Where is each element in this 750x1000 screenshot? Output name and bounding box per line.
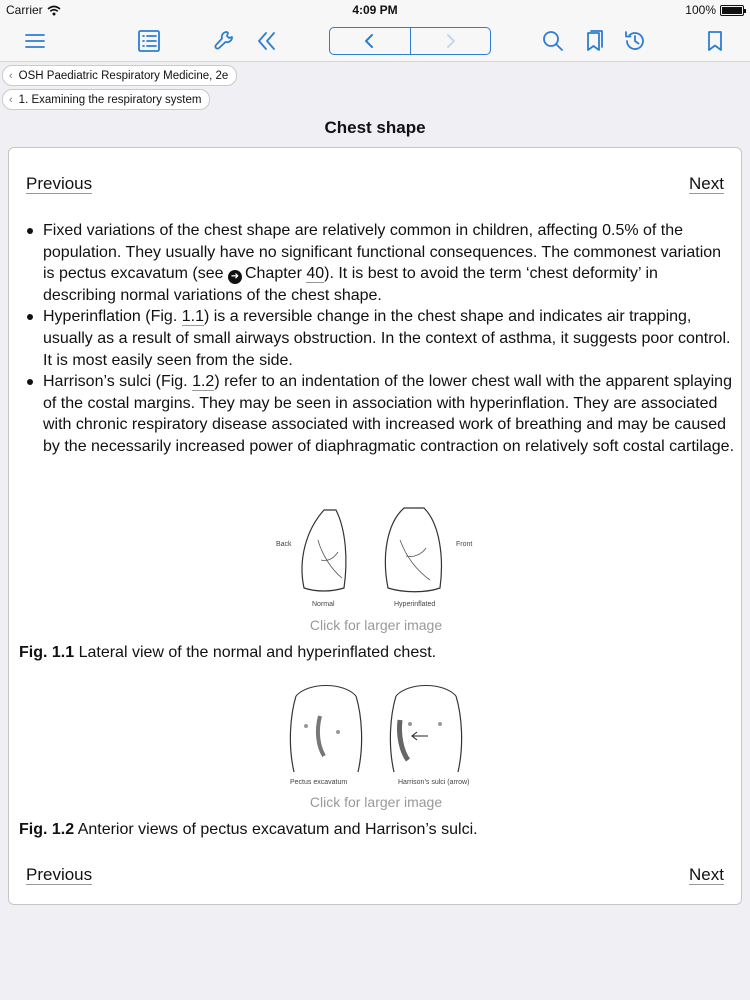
menu-button[interactable] <box>20 27 50 55</box>
next-link-top[interactable]: Next <box>689 174 724 193</box>
breadcrumb-chapter-label: 1. Examining the respiratory system <box>18 93 202 106</box>
fig-1-1-label-hyper: Hyperinflated <box>394 601 436 608</box>
content-card <box>8 147 742 905</box>
breadcrumb-book-label: OSH Paediatric Respiratory Medicine, 2e <box>18 69 229 82</box>
list-icon <box>136 28 162 54</box>
contents-button[interactable] <box>134 27 164 55</box>
page-navigation-segment <box>329 27 491 55</box>
fig-1-2-link[interactable]: 1.2 <box>192 373 215 391</box>
search-button[interactable] <box>538 27 568 55</box>
bookmarks-icon <box>582 28 608 54</box>
clock: 4:09 PM <box>352 3 398 17</box>
bullet-list <box>23 220 735 458</box>
bookmark-icon <box>702 28 728 54</box>
search-icon <box>540 28 566 54</box>
fig-1-1-enlarge-link[interactable]: Click for larger image <box>309 617 443 633</box>
next-link-bottom[interactable]: Next <box>689 865 724 884</box>
fig-1-1-label-front: Front <box>456 541 473 548</box>
status-right <box>685 3 744 17</box>
page-title: Chest shape <box>324 118 426 137</box>
fig-1-2-enlarge-link[interactable]: Click for larger image <box>309 794 443 810</box>
fig-1-1-caption: Fig. 1.1 Lateral view of the normal and hyperinflated chest. <box>19 644 437 661</box>
bookmarks-list-button[interactable] <box>580 27 610 55</box>
breadcrumb-chapter[interactable] <box>2 89 210 110</box>
fig-1-2-label-left: Pectus excavatum <box>290 779 348 786</box>
forward-icon <box>442 33 458 49</box>
double-chevron-left-icon <box>253 28 279 54</box>
menu-icon <box>22 28 48 54</box>
history-icon <box>622 28 648 54</box>
back-button[interactable] <box>330 28 410 54</box>
bullet-harrisons-sulci: Harrison’s sulci (Fig. 1.2) refer to an indentation of the lower chest wall with the apparent splaying of the costal margins. They may be seen in association with hyperinflation. They are associated with chronic respiratory disease associated with increased work of breathing and may be caused by the necessarily increased power of diaphragmatic contraction on relatively soft costal cartilage. <box>23 371 735 457</box>
carrier-label: Carrier <box>6 3 43 17</box>
chapter-link[interactable]: Chapter 40 <box>244 265 325 283</box>
bullet-pectus: Fixed variations of the chest shape are relatively common in children, affecting 0.5% of the population. They usually have no significant functional consequences. The commonest variation is pectus excavatum (see ➜ Chapter 40). It is best to avoid the term ‘chest deformity’ in describing normal variations of the chest shape. <box>23 220 735 306</box>
fig-1-1-link[interactable]: 1.1 <box>181 308 204 326</box>
wrench-icon <box>212 28 238 54</box>
battery-icon <box>720 5 744 16</box>
figure-1-1-image[interactable] <box>9 500 743 612</box>
bullet-hyperinflation: Hyperinflation (Fig. 1.1) is a reversible change in the chest shape and indicates air trapping, usually as a result of small airways obstruction. In the context of asthma, it suggests poor control. It is most easily seen from the side. <box>23 306 735 371</box>
chevron-left-icon: ‹ <box>9 93 13 106</box>
fig-1-2-label-right: Harrison’s sulci (arrow) <box>398 779 470 786</box>
previous-link-top[interactable]: Previous <box>26 174 93 193</box>
fig-1-1-label-normal: Normal <box>312 601 335 608</box>
back-icon <box>362 33 378 49</box>
previous-link-bottom[interactable]: Previous <box>26 865 93 884</box>
tools-button[interactable] <box>210 27 240 55</box>
chevron-left-icon: ‹ <box>9 69 13 82</box>
battery-percent: 100% <box>685 3 716 17</box>
history-button[interactable] <box>620 27 650 55</box>
cross-reference-arrow-icon: ➜ <box>228 270 242 284</box>
status-bar <box>0 0 750 20</box>
figure-1-2-image[interactable] <box>9 676 743 788</box>
bookmark-button[interactable] <box>700 27 730 55</box>
toolbar <box>0 20 750 62</box>
forward-button[interactable] <box>410 28 491 54</box>
fig-1-1-label-back: Back <box>276 541 292 548</box>
back-to-start-button[interactable] <box>251 27 281 55</box>
fig-1-2-caption: Fig. 1.2 Anterior views of pectus excavatum and Harrison’s sulci. <box>19 821 478 838</box>
breadcrumb-book[interactable] <box>2 65 237 86</box>
